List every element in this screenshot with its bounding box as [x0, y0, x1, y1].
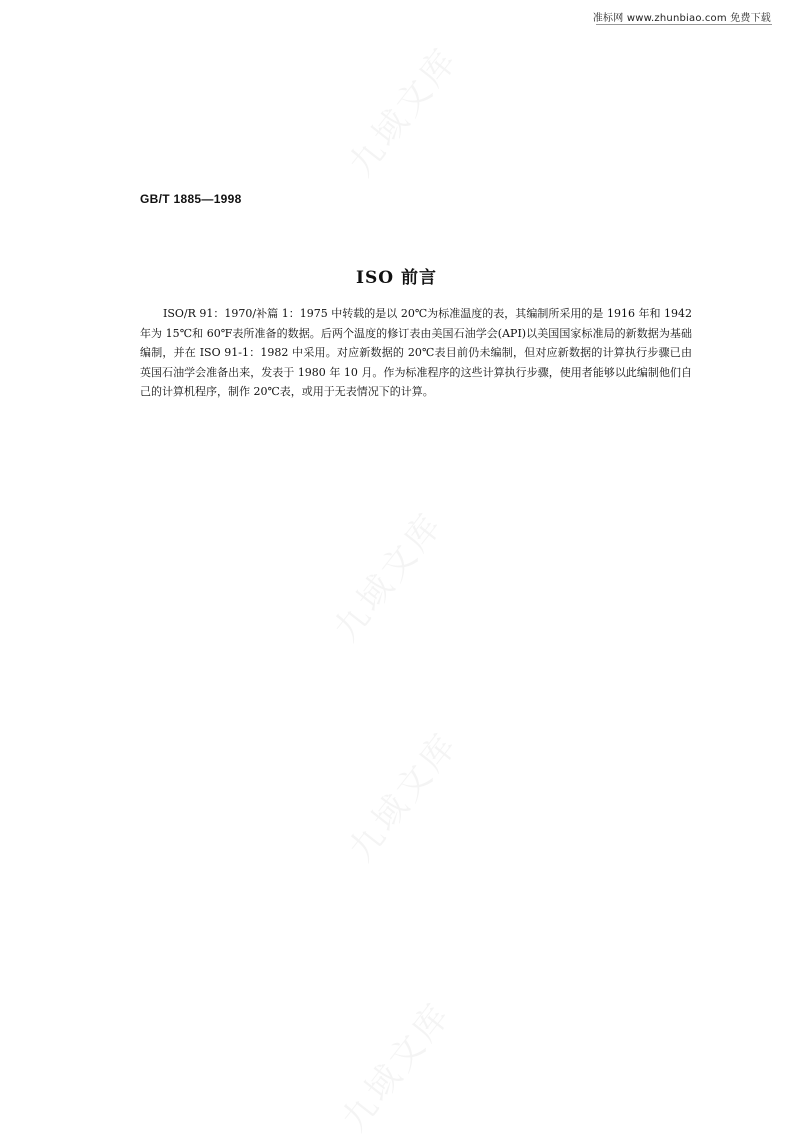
watermark: 九域文库: [341, 39, 467, 184]
watermark: 九域文库: [334, 994, 460, 1139]
watermark: 九域文库: [341, 724, 467, 869]
body-paragraph: ISO/R 91：1970/补篇 1：1975 中转载的是以 20℃为标准温度的表，其编制所采用的是 1916 年和 1942 年为 15℃和 60℉表所准备的数据。后两个温度的修订表由美国石油学会(API)以美国国家标准局的新数据为基础编制，并在 ISO 91-1：1982 中采用。对应新数据的 20℃表目前仍未编制，但对应新数据的计算执行步骤已由英国石油学会准备出来，发表于 1980 年 10 月。作为标准程序的这些计算执行步骤，使用者能够以此编制他们自己的计算机程序，制作 20℃表，或用于无表情况下的计算。: [140, 307, 692, 398]
section-title: ISO 前言: [356, 268, 437, 288]
banner-divider: [596, 24, 772, 25]
standard-code: GB/T 1885—1998: [140, 192, 242, 206]
site-banner: 准标网 www.zhunbiao.com 免费下载: [592, 13, 771, 24]
watermark: 九域文库: [326, 504, 452, 649]
